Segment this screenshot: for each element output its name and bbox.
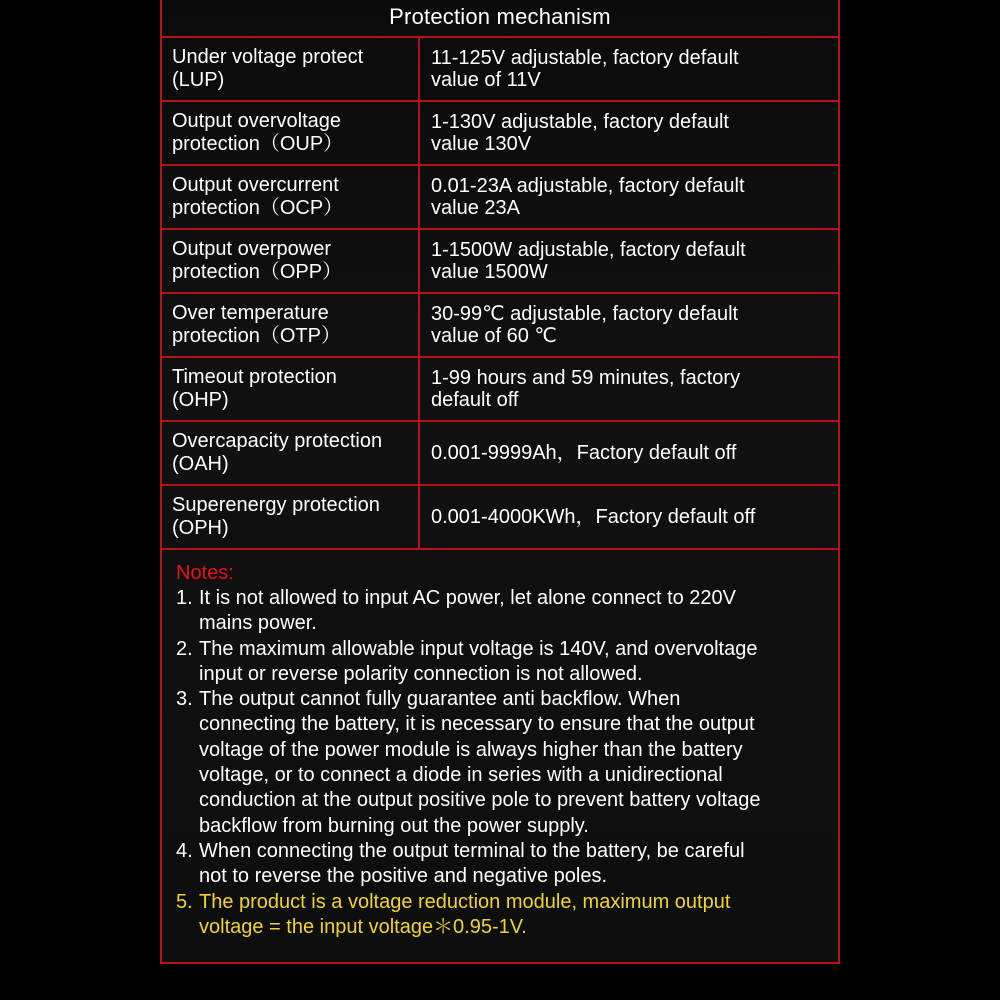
protection-value: 0.01-23A adjustable, factory default value 23A xyxy=(431,175,745,219)
protection-value: 11-125V adjustable, factory default value of 11V xyxy=(431,47,739,91)
table-row xyxy=(162,230,838,294)
note-text: When connecting the output terminal to the battery, be careful not to reverse the positive and negative poles. xyxy=(199,839,745,888)
protection-name: Output overcurrent protection（OCP） xyxy=(162,166,420,228)
note-text: The maximum allowable input voltage is 140V, and overvoltage input or reverse polarity connection is not allowed. xyxy=(199,637,758,685)
note-text: The output cannot fully guarantee anti backflow. When connecting the battery, it is necessary to ensure that the output voltage of the power module is always higher than the battery voltage, or to connect a diode in series with a unidirectional conduction at the output positive pole to prevent battery voltage backflow from burning out the power supply. xyxy=(199,688,761,837)
protection-name: Output overpower protection（OPP） xyxy=(162,230,420,292)
table-row xyxy=(162,38,838,102)
protection-value: 1-99 hours and 59 minutes, factory default off xyxy=(431,367,741,411)
note-item xyxy=(176,839,838,890)
note-number: 1. xyxy=(176,587,193,609)
note-text: It is not allowed to input AC power, let alone connect to 220V mains power. xyxy=(199,587,737,635)
protection-name: Output overvoltage protection（OUP） xyxy=(162,102,420,164)
note-number: 3. xyxy=(176,688,193,711)
note-number: 2. xyxy=(176,637,193,660)
note-text: The product is a voltage reduction module, maximum output voltage = the input voltage＊0.95-1V. xyxy=(199,890,731,938)
notes-section xyxy=(162,560,838,940)
table-row xyxy=(162,294,838,358)
note-number: 4. xyxy=(176,839,193,862)
protection-name: Under voltage protect (LUP) xyxy=(162,38,420,100)
table-row xyxy=(162,166,838,230)
protection-value: 1-130V adjustable, factory default value 130V xyxy=(431,111,729,155)
note-number: 5. xyxy=(176,890,193,913)
protection-name: Superenergy protection (OPH) xyxy=(162,486,420,548)
table-row xyxy=(162,422,838,486)
protection-table-panel xyxy=(160,0,840,964)
table-row xyxy=(162,102,838,166)
table-row xyxy=(162,358,838,422)
note-item xyxy=(176,687,838,839)
protection-name: Timeout protection (OHP) xyxy=(162,358,420,420)
note-item xyxy=(176,586,838,637)
protection-value: 0.001-9999Ah，Factory default off xyxy=(431,442,737,464)
protection-value: 0.001-4000KWh，Factory default off xyxy=(431,506,756,528)
table-title: Protection mechanism xyxy=(162,0,838,38)
protection-name: Over temperature protection（OTP） xyxy=(162,294,420,356)
protection-value: 30-99℃ adjustable, factory default value of 60 ℃ xyxy=(431,303,739,347)
protection-value: 1-1500W adjustable, factory default value 1500W xyxy=(431,239,746,283)
protection-name: Overcapacity protection (OAH) xyxy=(162,422,420,484)
note-item xyxy=(176,637,838,688)
table-row xyxy=(162,486,838,550)
notes-title: Notes: xyxy=(176,562,234,584)
note-item-highlight xyxy=(176,890,838,941)
